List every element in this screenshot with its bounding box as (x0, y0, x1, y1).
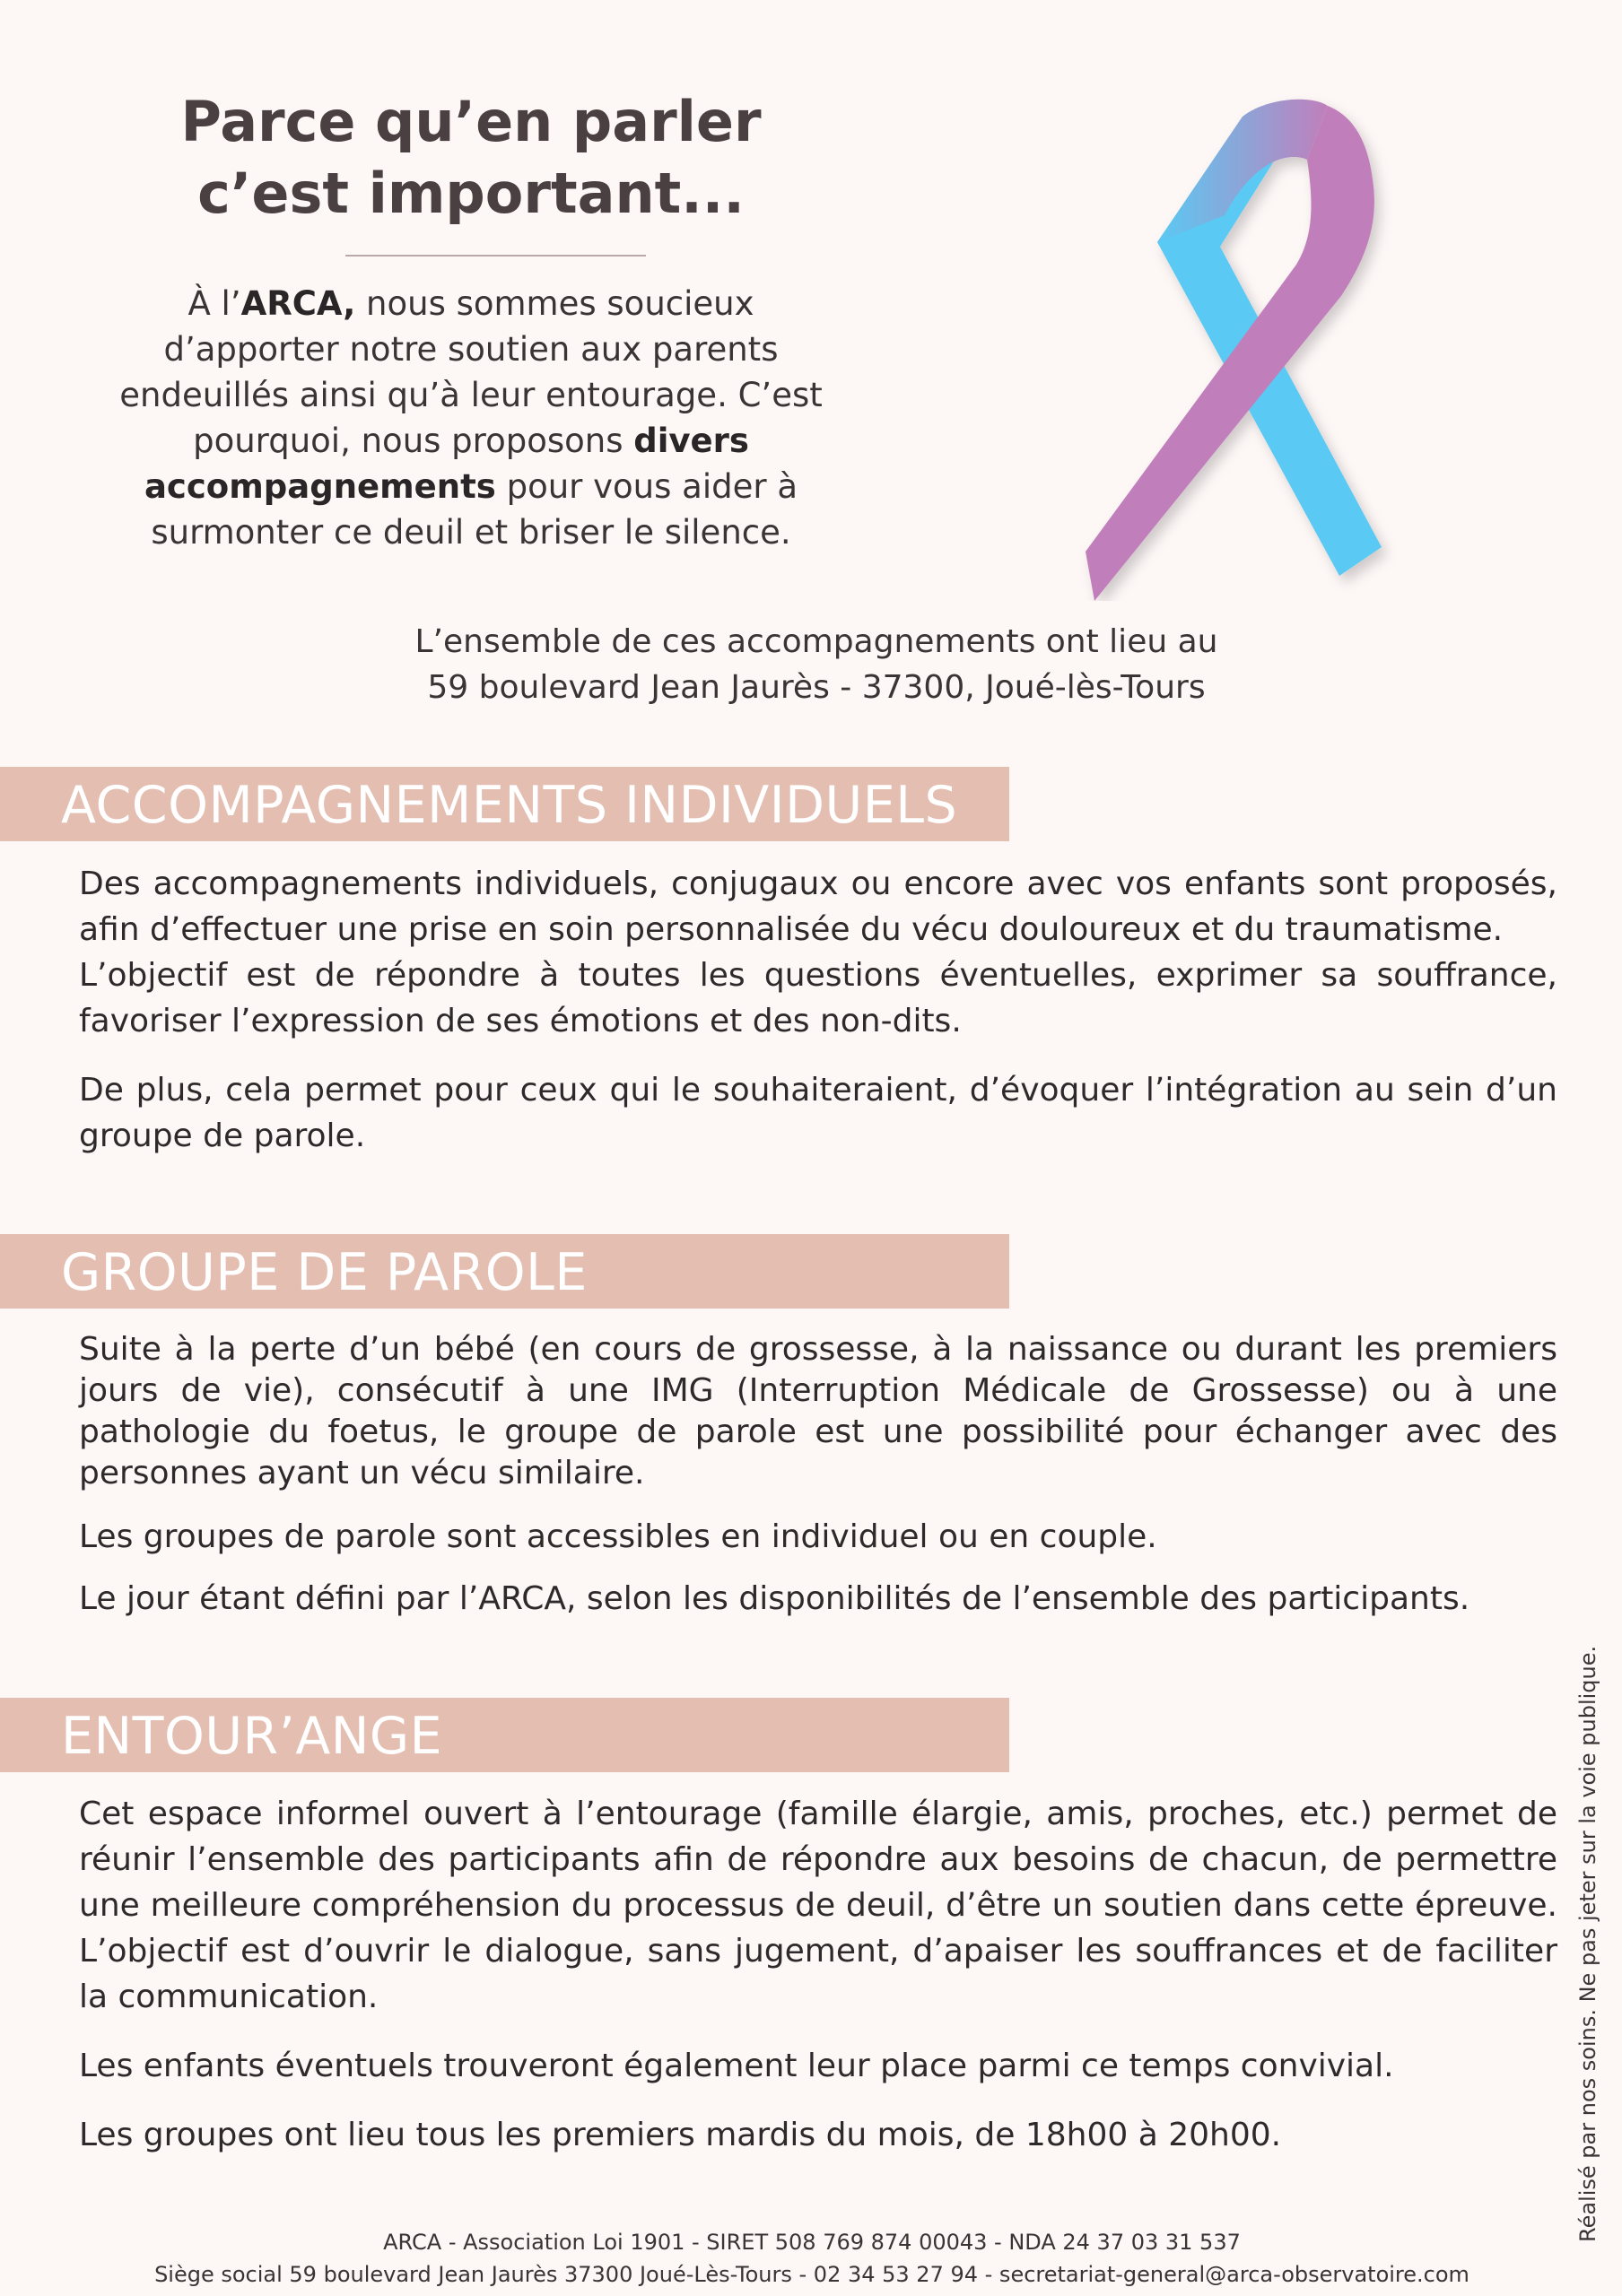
footer (144, 2226, 1480, 2291)
intro-bold: divers accompagnements (144, 422, 749, 506)
section-body-groupe (79, 1329, 1557, 1645)
intro-paragraph (108, 281, 834, 555)
side-note: Réalisé par nos soins. Ne pas jeter sur la voie publique. (1575, 1645, 1600, 2242)
awareness-ribbon-icon (1072, 63, 1440, 601)
intro-lead: À l’ (187, 284, 241, 323)
paragraph: Des accompagnements individuels, conjugaux ou encore avec vos enfants sont proposés, afin d’effectuer une prise en soin personnalisée du vécu douloureux et du traumatisme. (79, 865, 1557, 948)
title-divider (345, 255, 646, 257)
section-body-individuels (79, 861, 1557, 1182)
section-header-groupe (0, 1234, 1009, 1309)
section-header-entourange (0, 1698, 1009, 1772)
title-line-1: Parce qu’en parler (180, 89, 762, 154)
address-line-2: 59 boulevard Jean Jaurès - 37300, Joué-lès-Tours (427, 669, 1206, 706)
section-title: ACCOMPAGNEMENTS INDIVIDUELS (61, 776, 958, 835)
paragraph: Suite à la perte d’un bébé (en cours de grossesse, à la naissance ou durant les premiers jours de vie), consécutif à une IMG (Interruption Médicale de Grossesse) ou à une pathologie du foetus, le groupe de parole est une possibilité pour échanger avec des personnes ayant un vécu similaire. (79, 1331, 1557, 1492)
paragraph: Les groupes de parole sont accessibles en individuel ou en couple. (79, 1518, 1157, 1555)
section-title: ENTOUR’ANGE (61, 1707, 443, 1766)
section-header-individuels (0, 767, 1009, 841)
address-line-1: L’ensemble de ces accompagnements ont lieu au (414, 623, 1218, 660)
intro-text-2: pour vous aider à surmonter ce deuil et briser le silence. (151, 467, 798, 552)
paragraph: Les groupes ont lieu tous les premiers mardis du mois, de 18h00 à 20h00. (79, 2117, 1282, 2153)
footer-line-2: Siège social 59 boulevard Jean Jaurès 37300 Joué-Lès-Tours - 02 34 53 27 94 - secretariat-general@arca-observatoire.com (154, 2262, 1469, 2287)
page-title (99, 86, 843, 230)
intro-text-1: nous sommes soucieux d’apporter notre soutien aux parents endeuillés ainsi qu’à leur entourage. C’est pourquoi, nous proposons (119, 284, 823, 460)
footer-line-1: ARCA - Association Loi 1901 - SIRET 508 769 874 00043 - NDA 24 37 03 31 537 (383, 2230, 1241, 2255)
paragraph: L’objectif est de répondre à toutes les questions éventuelles, exprimer sa souffrance, favoriser l’expression de ses émotions et des non-dits. (79, 957, 1557, 1039)
paragraph: De plus, cela permet pour ceux qui le souhaiteraient, d’évoquer l’intégration au sein d’un groupe de parole. (79, 1072, 1557, 1154)
section-title: GROUPE DE PAROLE (61, 1243, 588, 1302)
paragraph: Cet espace informel ouvert à l’entourage (famille élargie, amis, proches, etc.) permet de réunir l’ensemble des participants afin de répondre aux besoins de chacun, de permettre une meilleure compréhension du processus de deuil, d’être un soutien dans cette épreuve. L’objectif est d’ouvrir le dialogue, sans jugement, d’apaiser les souffrances et de faciliter la communication. (79, 1796, 1557, 2015)
title-line-2: c’est important... (197, 161, 745, 226)
section-body-entourange (79, 1791, 1557, 2181)
paragraph: Le jour étant défini par l’ARCA, selon les disponibilités de l’ensemble des participants. (79, 1580, 1470, 1617)
intro-brand: ARCA, (240, 284, 356, 323)
address-block (377, 619, 1256, 710)
paragraph: Les enfants éventuels trouveront également leur place parmi ce temps convivial. (79, 2048, 1394, 2084)
